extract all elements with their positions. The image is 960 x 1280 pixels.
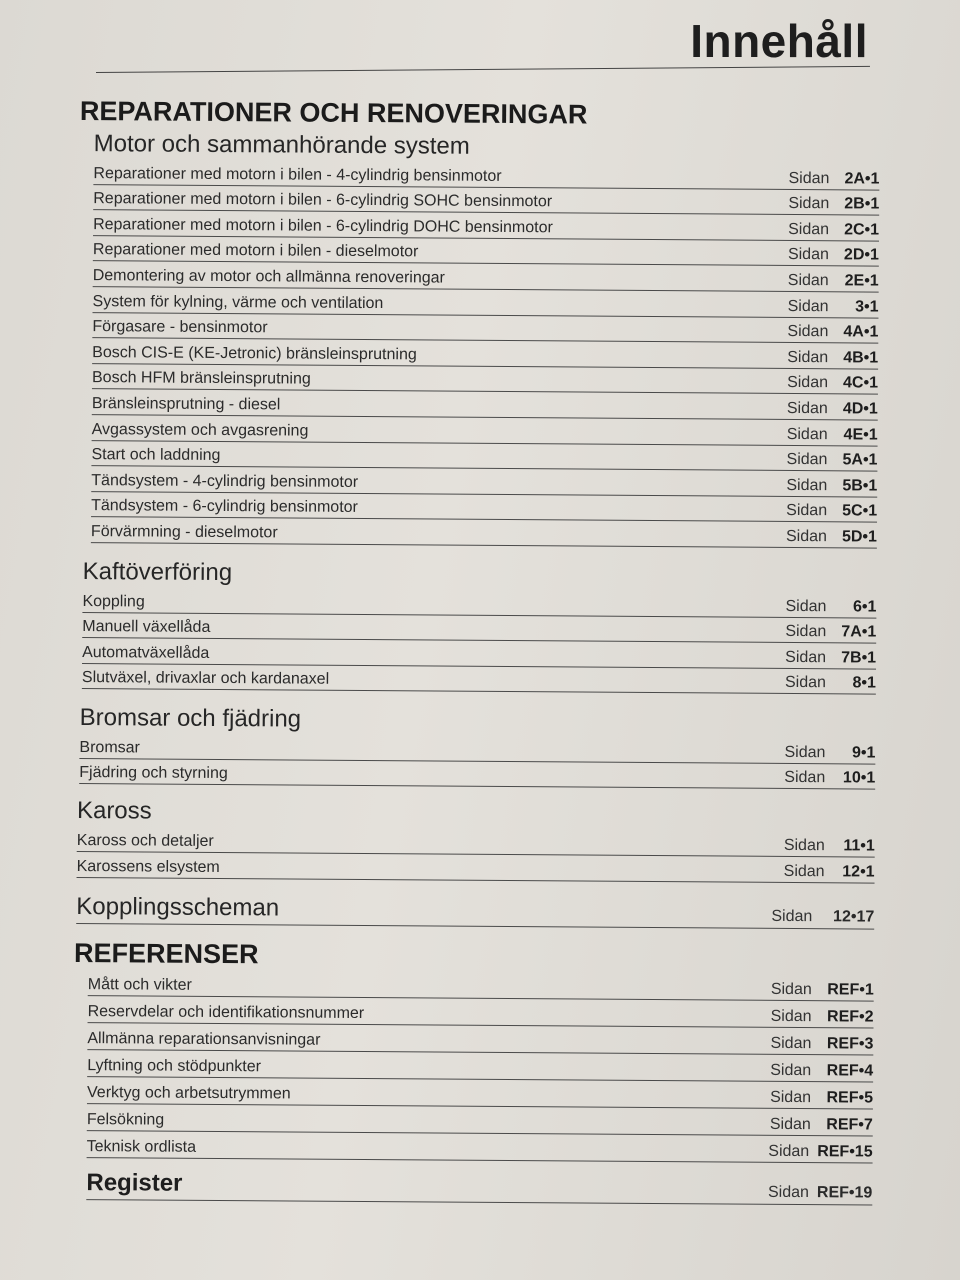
page-number: REF•5 bbox=[826, 1088, 874, 1107]
page-number: REF•3 bbox=[826, 1034, 874, 1053]
toc-page-ref bbox=[784, 744, 875, 763]
toc-page-ref bbox=[770, 1061, 873, 1080]
page-number: 5D•1 bbox=[841, 528, 878, 546]
sidan-label: Sidan bbox=[785, 648, 827, 666]
toc-page-ref bbox=[787, 400, 878, 419]
page-number: 8•1 bbox=[852, 674, 876, 692]
page-number: 12•1 bbox=[842, 862, 875, 881]
toc-entry-label: Karossens elsystem bbox=[76, 857, 220, 876]
toc-page-ref bbox=[788, 195, 879, 214]
group-kopplingsscheman bbox=[76, 886, 874, 930]
toc-list-kaross bbox=[77, 826, 875, 883]
page-number: 4D•1 bbox=[842, 400, 878, 418]
group-register bbox=[86, 1164, 872, 1205]
toc-page-ref bbox=[786, 477, 877, 496]
sidan-label: Sidan bbox=[786, 451, 828, 469]
page-number: 4E•1 bbox=[843, 425, 878, 444]
toc-entry-label: Förvärmning - dieselmotor bbox=[90, 522, 278, 542]
toc-entry[interactable] bbox=[91, 517, 877, 548]
sidan-label: Sidan bbox=[787, 374, 829, 392]
sidan-label: Sidan bbox=[787, 271, 829, 290]
section-referenser bbox=[72, 938, 874, 1206]
toc-entry-label: Bosch CIS-E (KE-Jetronic) bränsleinsprutning bbox=[92, 343, 417, 364]
group-bromsar bbox=[79, 703, 876, 790]
toc-entry-label: Automatväxellåda bbox=[82, 643, 210, 662]
section-heading-reparationer: REPARATIONER OCH RENOVERINGAR bbox=[79, 96, 588, 130]
page-number: 12•17 bbox=[833, 907, 875, 926]
sidan-label: Sidan bbox=[788, 169, 830, 187]
toc-entry-label: Fjädring och styrning bbox=[79, 764, 228, 783]
sidan-label: Sidan bbox=[786, 502, 828, 520]
group-kraftoverforing bbox=[82, 557, 877, 695]
toc-page-ref bbox=[788, 272, 879, 291]
toc-page-ref bbox=[784, 769, 875, 788]
group-heading-kaross: Kaross bbox=[76, 797, 152, 825]
toc-entry-label: Reservdelar och identifikationsnummer bbox=[87, 1002, 365, 1022]
toc-page-ref bbox=[784, 837, 875, 856]
toc-page-ref bbox=[771, 908, 874, 927]
toc-entry-label: Felsökning bbox=[86, 1110, 165, 1129]
toc-entry-label: Bosch HFM bränsleinsprutning bbox=[91, 369, 311, 388]
toc-page-ref bbox=[770, 1035, 873, 1054]
page-number: 10•1 bbox=[842, 769, 876, 788]
toc-page-ref bbox=[768, 1142, 872, 1161]
toc-page-ref bbox=[788, 221, 879, 240]
toc-page-ref bbox=[788, 298, 879, 317]
sidan-label: Sidan bbox=[787, 323, 829, 341]
toc-entry-label: Förgasare - bensinmotor bbox=[92, 318, 268, 337]
page-number: 4C•1 bbox=[843, 374, 879, 392]
table-of-contents bbox=[72, 96, 880, 1205]
sidan-label: Sidan bbox=[769, 1115, 811, 1133]
section-heading-referenser: REFERENSER bbox=[73, 937, 259, 969]
page-number: REF•7 bbox=[826, 1115, 873, 1134]
toc-page-ref bbox=[788, 246, 879, 265]
page-number: 5A•1 bbox=[842, 451, 878, 469]
toc-entry-label: Reparationer med motorn i bilen - 4-cylindrig bensinmotor bbox=[93, 164, 502, 185]
toc-page-ref bbox=[785, 623, 876, 642]
toc-entry[interactable] bbox=[87, 1131, 873, 1163]
toc-page-ref bbox=[785, 649, 876, 668]
page-number: 2B•1 bbox=[844, 195, 880, 213]
toc-page-ref bbox=[787, 374, 878, 393]
sidan-label: Sidan bbox=[785, 597, 827, 615]
title-rule bbox=[96, 66, 870, 73]
page-number: 5B•1 bbox=[842, 477, 878, 495]
toc-entry-label: Kaross och detaljer bbox=[76, 832, 214, 851]
group-heading-bromsar: Bromsar och fjädring bbox=[79, 704, 302, 733]
toc-page-ref bbox=[785, 597, 876, 616]
page-number: REF•4 bbox=[826, 1061, 874, 1080]
toc-entry-label: Bromsar bbox=[79, 738, 140, 757]
toc-entry-label: Teknisk ordlista bbox=[86, 1137, 197, 1156]
sidan-label: Sidan bbox=[785, 623, 827, 641]
toc-page-ref bbox=[771, 1008, 874, 1027]
toc-entry[interactable] bbox=[82, 664, 876, 695]
toc-page-ref bbox=[788, 170, 879, 189]
toc-entry-label: Slutväxel, drivaxlar och kardanaxel bbox=[81, 669, 330, 689]
toc-entry[interactable] bbox=[79, 759, 875, 790]
page-number: 5C•1 bbox=[842, 502, 878, 520]
toc-page-ref bbox=[786, 502, 877, 521]
page-number: REF•1 bbox=[827, 980, 874, 999]
toc-entry-label: Start och laddning bbox=[91, 446, 221, 465]
sidan-label: Sidan bbox=[770, 1007, 812, 1025]
toc-entry-label: Tändsystem - 4-cylindrig bensinmotor bbox=[91, 471, 359, 491]
sidan-label: Sidan bbox=[770, 1061, 812, 1079]
group-heading-motor: Motor och sammanhörande system bbox=[93, 130, 470, 160]
toc-entry-label: Manuell växellåda bbox=[82, 618, 211, 637]
toc-entry[interactable] bbox=[77, 852, 875, 883]
sidan-label: Sidan bbox=[786, 399, 828, 418]
toc-entry-label: Reparationer med motorn i bilen - dieselmotor bbox=[92, 241, 419, 261]
page-number: 3•1 bbox=[855, 297, 879, 316]
sidan-label: Sidan bbox=[783, 862, 825, 880]
sidan-label: Sidan bbox=[788, 195, 830, 213]
toc-page-ref bbox=[770, 1115, 873, 1134]
toc-page-ref bbox=[787, 323, 878, 342]
toc-entry-label: Lyftning och stödpunkter bbox=[87, 1056, 262, 1075]
toc-page-ref bbox=[786, 451, 877, 470]
sidan-label: Sidan bbox=[770, 1088, 812, 1106]
sidan-label: Sidan bbox=[786, 476, 828, 494]
sidan-label: Sidan bbox=[785, 527, 828, 546]
toc-entry-label: Demontering av motor och allmänna renoveringar bbox=[92, 267, 445, 287]
page-number: 11•1 bbox=[843, 837, 875, 855]
toc-entry-label: Register bbox=[86, 1168, 183, 1197]
sidan-label: Sidan bbox=[784, 743, 826, 762]
toc-page-ref bbox=[771, 981, 874, 1000]
toc-entry-label: Reparationer med motorn i bilen - 6-cylindrig SOHC bensinmotor bbox=[93, 190, 553, 211]
sidan-label: Sidan bbox=[786, 425, 828, 443]
toc-page-ref bbox=[786, 528, 877, 547]
toc-list-referenser bbox=[87, 969, 874, 1163]
sidan-label: Sidan bbox=[787, 246, 829, 264]
sidan-label: Sidan bbox=[788, 220, 830, 239]
toc-entry-label: Allmänna reparationsanvisningar bbox=[87, 1029, 321, 1049]
sidan-label: Sidan bbox=[787, 348, 829, 366]
toc-entry-label: Tändsystem - 6-cylindrig bensinmotor bbox=[91, 497, 358, 517]
toc-page-ref bbox=[768, 1183, 872, 1202]
toc-page-ref bbox=[785, 674, 876, 693]
page-number: 9•1 bbox=[851, 744, 876, 762]
toc-entry-register[interactable] bbox=[86, 1164, 872, 1205]
sidan-label: Sidan bbox=[784, 674, 826, 692]
page-number: 2E•1 bbox=[844, 272, 879, 290]
page-title: Innehåll bbox=[690, 15, 868, 67]
page-number: 6•1 bbox=[852, 597, 877, 616]
toc-list-bromsar bbox=[79, 733, 875, 790]
page-number: REF•19 bbox=[816, 1183, 873, 1202]
sidan-label: Sidan bbox=[770, 980, 812, 998]
toc-entry-label: Bränsleinsprutning - diesel bbox=[91, 395, 281, 414]
sidan-label: Sidan bbox=[767, 1183, 810, 1201]
group-referenser bbox=[87, 969, 874, 1163]
toc-entry-label: Verktyg och arbetsutrymmen bbox=[86, 1083, 291, 1103]
sidan-label: Sidan bbox=[770, 1034, 812, 1052]
toc-entry-label: Kopplingsscheman bbox=[76, 892, 280, 922]
toc-page-ref bbox=[787, 349, 878, 368]
page-number: REF•2 bbox=[827, 1007, 874, 1026]
page-number: 2A•1 bbox=[844, 169, 880, 188]
sidan-label: Sidan bbox=[787, 297, 829, 315]
group-motor bbox=[91, 129, 880, 548]
group-heading-kraftoverforing: Kaftöverföring bbox=[82, 557, 233, 586]
toc-entry-label: Avgassystem och avgasrening bbox=[91, 420, 309, 440]
sidan-label: Sidan bbox=[771, 907, 813, 925]
toc-entry-label: Reparationer med motorn i bilen - 6-cylindrig DOHC bensinmotor bbox=[93, 215, 553, 237]
toc-page-ref bbox=[784, 863, 875, 882]
toc-list-motor bbox=[91, 159, 880, 548]
sidan-label: Sidan bbox=[784, 769, 826, 787]
group-kaross bbox=[77, 796, 876, 883]
toc-entry-kopplingsscheman[interactable] bbox=[76, 886, 874, 930]
page-number: 2C•1 bbox=[844, 221, 880, 239]
toc-page-ref bbox=[770, 1088, 873, 1107]
sidan-label: Sidan bbox=[783, 836, 825, 855]
toc-entry-label: Mått och vikter bbox=[87, 975, 192, 994]
page-number: 2D•1 bbox=[843, 246, 879, 264]
page-number: 4B•1 bbox=[843, 349, 879, 367]
toc-list-kraftoverforing bbox=[82, 587, 877, 695]
page-number: 4A•1 bbox=[843, 323, 879, 341]
page-number: 7B•1 bbox=[841, 649, 877, 667]
toc-entry-label: System för kylning, värme och ventilation bbox=[92, 292, 384, 312]
toc-page-ref bbox=[787, 425, 878, 444]
page-number: REF•15 bbox=[817, 1142, 873, 1161]
toc-entry-label: Koppling bbox=[82, 592, 145, 610]
sidan-label: Sidan bbox=[768, 1142, 810, 1160]
page-number: 7A•1 bbox=[841, 623, 877, 641]
